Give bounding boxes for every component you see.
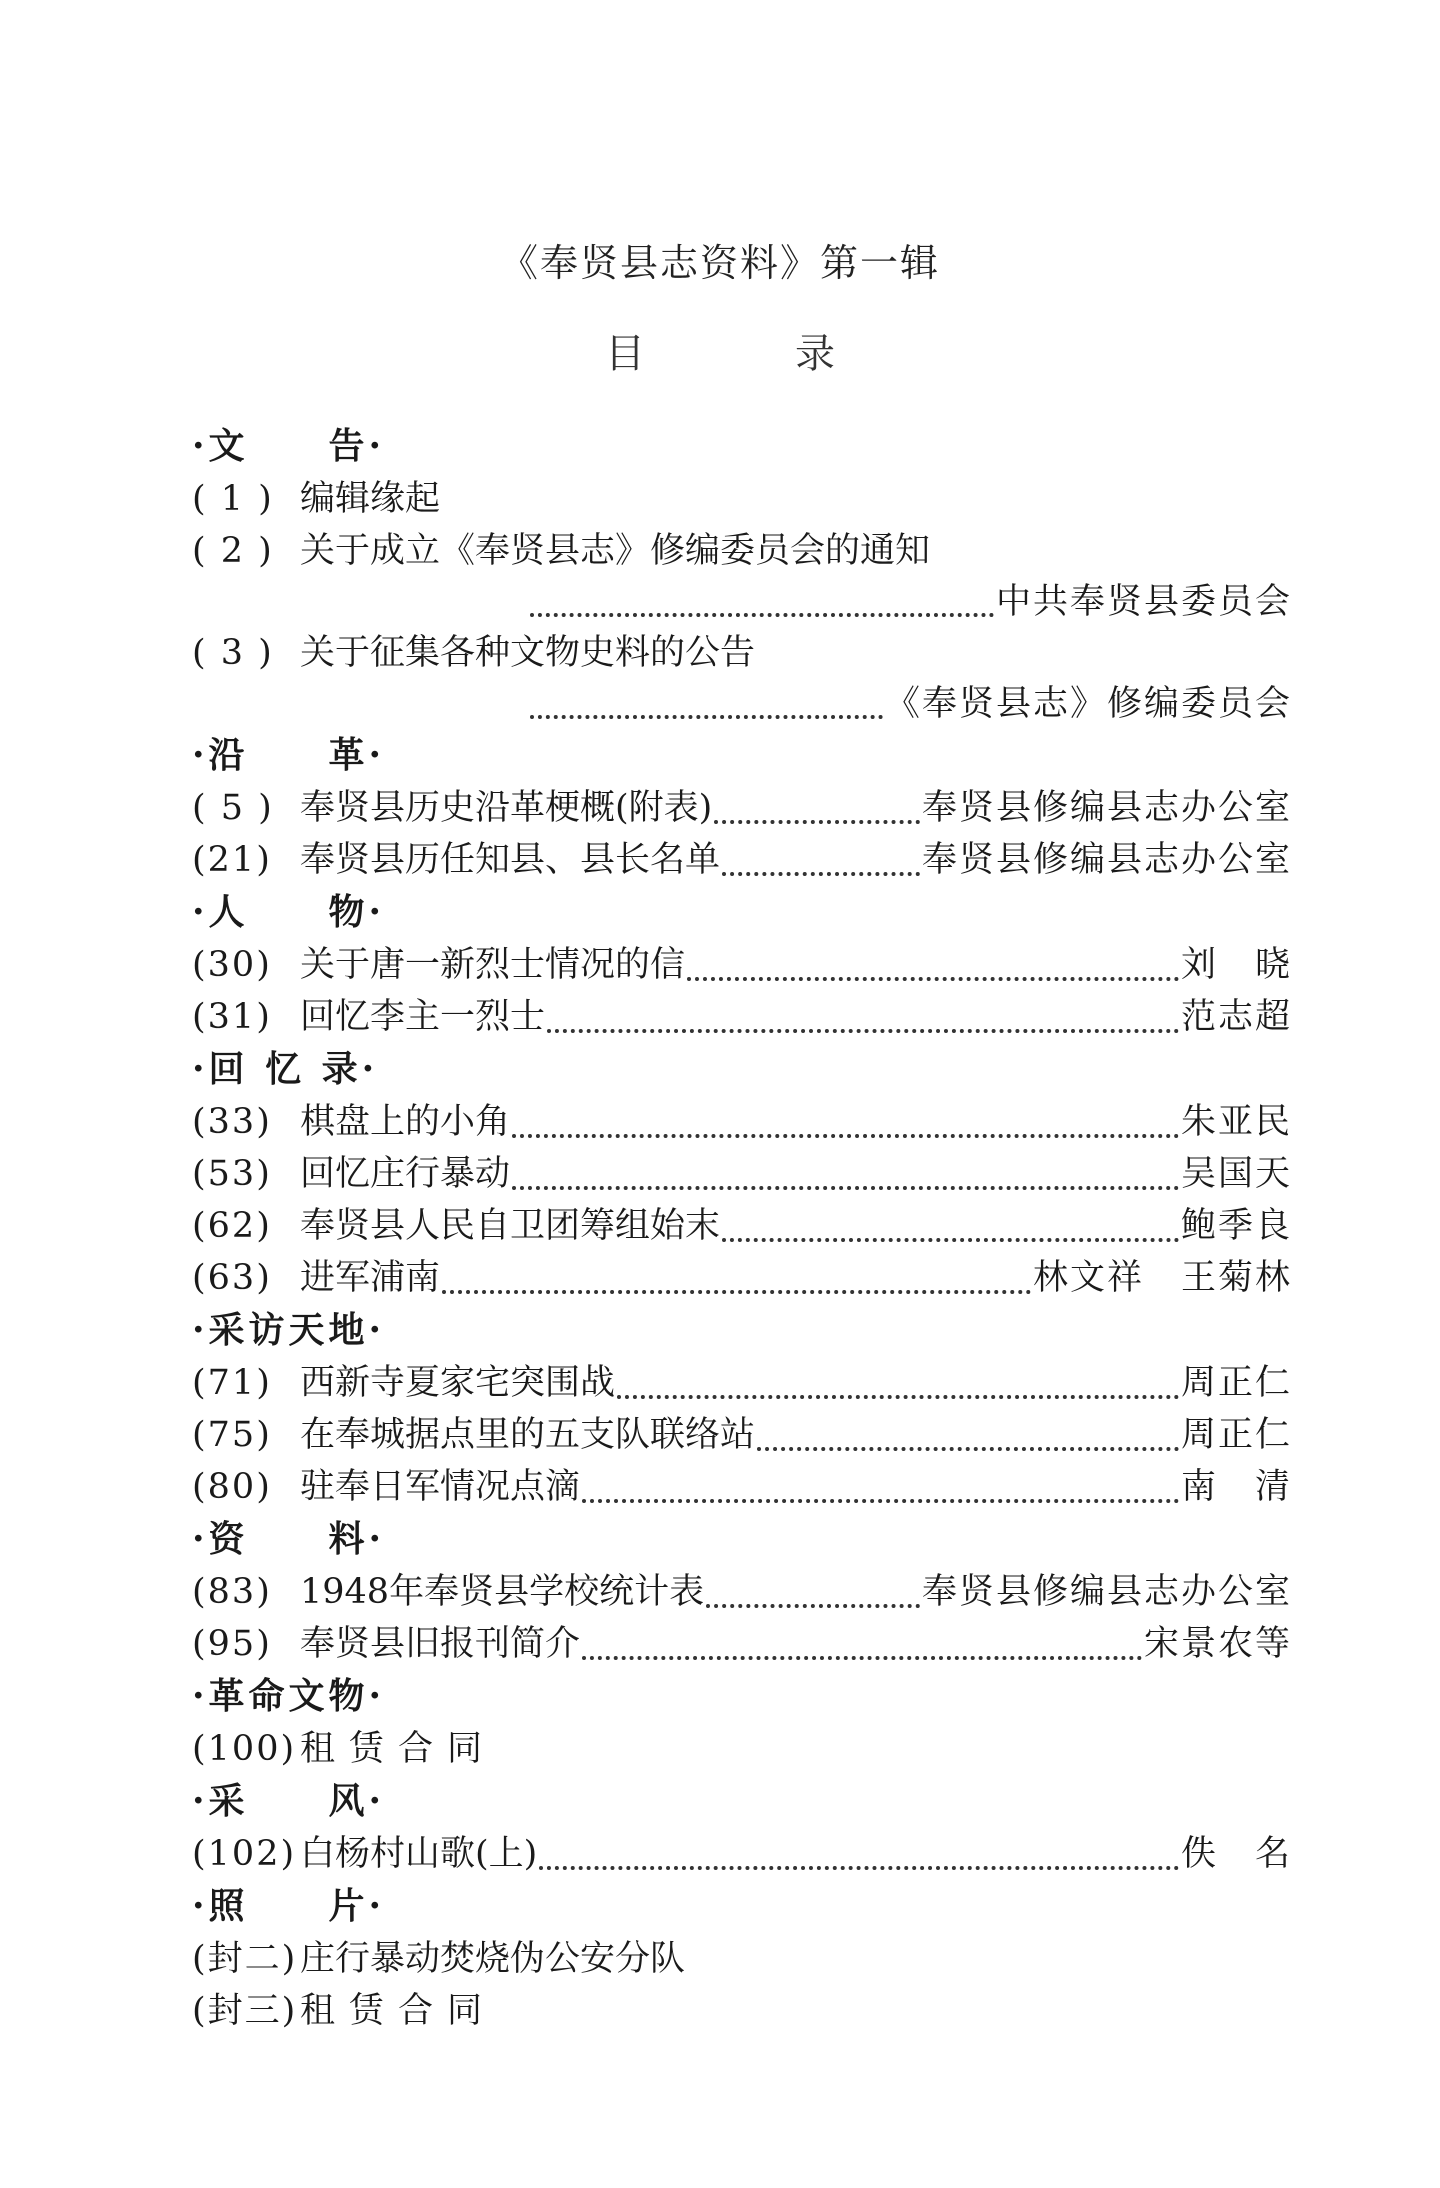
entry-author: 奉贤县修编县志办公室 <box>921 1572 1292 1612</box>
entry-page-number: ( 3 ) <box>192 633 274 673</box>
entry-title: 租赁合同 <box>300 1729 497 1769</box>
entry-page-number: (75) <box>192 1415 272 1455</box>
entry-title: 奉贤县人民自卫团筹组始末 <box>300 1206 721 1246</box>
dot-leader <box>547 1029 1179 1033</box>
entry-title: 西新寺夏家宅突围战 <box>300 1363 616 1403</box>
toc-entry[interactable] <box>192 525 1292 577</box>
dot-leader <box>530 715 883 719</box>
toc-entry[interactable] <box>192 991 1292 1043</box>
entry-author: 奉贤县修编县志办公室 <box>921 840 1292 880</box>
toc-entry[interactable] <box>192 834 1292 886</box>
entry-title: 回忆李主一烈士 <box>300 997 546 1037</box>
entry-page-number: ( 5 ) <box>192 788 274 828</box>
entry-page-number: (30) <box>192 945 272 985</box>
dot-leader <box>512 1134 1179 1138</box>
dot-leader <box>530 613 994 617</box>
toc-entry[interactable] <box>192 1985 1292 2037</box>
toc-entry[interactable] <box>192 1723 1292 1775</box>
entry-title: 编辑缘起 <box>300 479 441 519</box>
entry-page-number: (100) <box>192 1729 297 1769</box>
entry-title: 奉贤县旧报刊简介 <box>300 1624 581 1664</box>
entry-page-number: ( 1 ) <box>192 479 274 519</box>
dot-leader <box>687 977 1179 981</box>
section-heading <box>192 1304 1292 1357</box>
dot-leader <box>706 1604 920 1608</box>
dot-leader <box>617 1395 1179 1399</box>
entry-author: 奉贤县修编县志办公室 <box>921 788 1292 828</box>
toc-entry[interactable] <box>192 627 1292 679</box>
entry-title: 进军浦南 <box>300 1258 441 1298</box>
entry-page-number: (21) <box>192 840 272 880</box>
toc-entry[interactable] <box>192 782 1292 834</box>
entry-author: 刘 晓 <box>1180 945 1292 985</box>
entry-title: 奉贤县历史沿革梗概(附表) <box>300 788 713 828</box>
entry-title: 庄行暴动焚烧伪公安分队 <box>300 1939 686 1979</box>
section-heading <box>192 1775 1292 1828</box>
entry-page-number: (53) <box>192 1154 272 1194</box>
toc-entry[interactable] <box>192 473 1292 525</box>
entry-page-number: (102) <box>192 1834 297 1874</box>
section-name: ·沿 革· <box>192 734 386 776</box>
section-name: ·照 片· <box>192 1885 386 1927</box>
dot-leader <box>582 1499 1179 1503</box>
entry-title: 在奉城据点里的五支队联络站 <box>300 1415 756 1455</box>
entry-title: 驻奉日军情况点滴 <box>300 1467 581 1507</box>
toc-entry[interactable] <box>192 1828 1292 1880</box>
entry-title: 关于征集各种文物史料的公告 <box>300 633 756 673</box>
entry-title: 奉贤县历任知县、县长名单 <box>300 840 721 880</box>
dot-leader <box>539 1866 1179 1870</box>
entry-page-number: (95) <box>192 1624 272 1664</box>
section-name: ·回 忆 录· <box>192 1048 379 1090</box>
entry-page-number: (63) <box>192 1258 272 1298</box>
entry-page-number: (80) <box>192 1467 272 1507</box>
entry-page-number: (31) <box>192 997 272 1037</box>
section-heading <box>192 1043 1292 1096</box>
section-name: ·采访天地· <box>192 1309 386 1351</box>
dot-leader <box>757 1447 1179 1451</box>
section-heading <box>192 420 1292 473</box>
dot-leader <box>722 872 920 876</box>
entry-author: 林文祥 王菊林 <box>1032 1258 1292 1298</box>
entry-author: 宋景农等 <box>1143 1624 1292 1664</box>
entry-author: 周正仁 <box>1180 1363 1292 1403</box>
entry-author-line <box>192 577 1292 627</box>
entry-title: 关于成立《奉贤县志》修编委员会的通知 <box>300 531 931 571</box>
toc-entry[interactable] <box>192 1933 1292 1985</box>
toc-entry[interactable] <box>192 1566 1292 1618</box>
entry-page-number: (封二) <box>192 1939 298 1979</box>
entry-author: 鲍季良 <box>1180 1206 1292 1246</box>
toc-entry[interactable] <box>192 1252 1292 1304</box>
entry-author: 吴国天 <box>1180 1154 1292 1194</box>
section-heading <box>192 729 1292 782</box>
toc-entry[interactable] <box>192 939 1292 991</box>
section-heading <box>192 1670 1292 1723</box>
entry-title: 白杨村山歌(上) <box>300 1834 538 1874</box>
entry-author: 佚 名 <box>1180 1834 1292 1874</box>
section-heading <box>192 1880 1292 1933</box>
section-name: ·资 料· <box>192 1518 386 1560</box>
entry-author: 范志超 <box>1180 997 1292 1037</box>
dot-leader <box>442 1290 1031 1294</box>
entry-page-number: ( 2 ) <box>192 531 274 571</box>
entry-page-number: (83) <box>192 1572 272 1612</box>
entry-title: 租赁合同 <box>300 1991 497 2031</box>
entry-title: 棋盘上的小角 <box>300 1102 511 1142</box>
entry-page-number: (33) <box>192 1102 272 1142</box>
section-heading <box>192 1513 1292 1566</box>
entry-author: 周正仁 <box>1180 1415 1292 1455</box>
entry-title: 关于唐一新烈士情况的信 <box>300 945 686 985</box>
toc-heading: 目录 <box>605 331 985 377</box>
toc-entry[interactable] <box>192 1148 1292 1200</box>
toc-entry[interactable] <box>192 1096 1292 1148</box>
dot-leader <box>582 1656 1142 1660</box>
entry-page-number: (71) <box>192 1363 272 1403</box>
entry-author: 中共奉贤县委员会 <box>995 582 1292 622</box>
dot-leader <box>512 1186 1179 1190</box>
dot-leader <box>714 820 920 824</box>
entry-author: 朱亚民 <box>1180 1102 1292 1142</box>
section-heading <box>192 886 1292 939</box>
toc-entry[interactable] <box>192 1461 1292 1513</box>
entry-author: 南 清 <box>1180 1467 1292 1507</box>
section-name: ·文 告· <box>192 425 386 467</box>
toc-entry[interactable] <box>192 1409 1292 1461</box>
document-title: 《奉贤县志资料》第一辑 <box>499 241 940 285</box>
entry-title: 1948年奉贤县学校统计表 <box>300 1572 705 1612</box>
section-name: ·人 物· <box>192 891 386 933</box>
entry-page-number: (62) <box>192 1206 272 1246</box>
entry-author-line <box>192 679 1292 729</box>
table-of-contents <box>192 420 1292 2037</box>
entry-page-number: (封三) <box>192 1991 298 2031</box>
entry-author: 《奉贤县志》修编委员会 <box>884 684 1292 724</box>
section-name: ·采 风· <box>192 1780 386 1822</box>
toc-entry[interactable] <box>192 1618 1292 1670</box>
toc-entry[interactable] <box>192 1357 1292 1409</box>
section-name: ·革命文物· <box>192 1675 386 1717</box>
toc-entry[interactable] <box>192 1200 1292 1252</box>
dot-leader <box>722 1238 1179 1242</box>
entry-title: 回忆庄行暴动 <box>300 1154 511 1194</box>
